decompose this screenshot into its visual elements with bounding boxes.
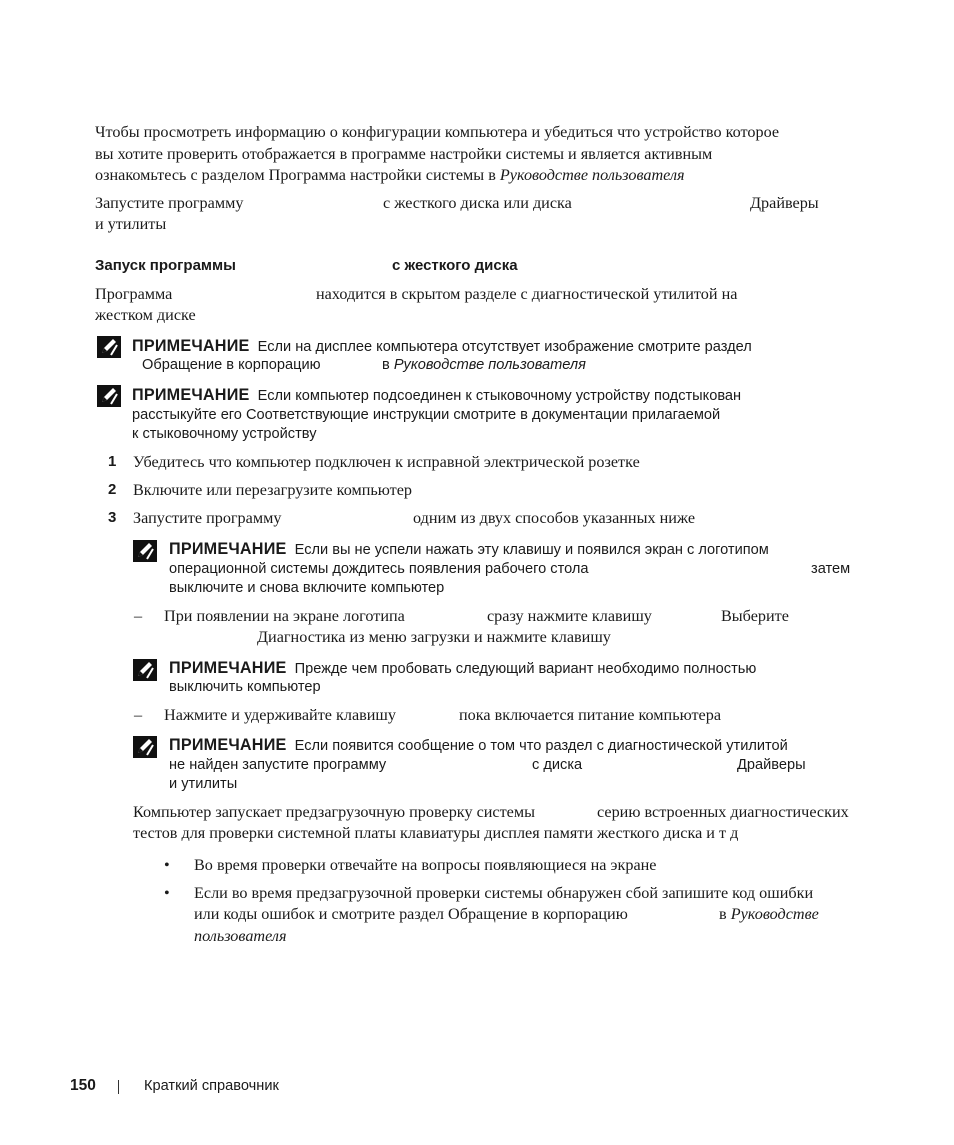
note-1-text: Если на дисплее компьютера отсутствует изображение смотрите раздел — [257, 339, 752, 355]
intro-line-1: Чтобы просмотреть информацию о конфигурации компьютера и убедиться что устройство которое — [95, 123, 780, 141]
bullet-2-mark: • — [164, 884, 170, 902]
bullet-2-line-1: Если во время предзагрузочной проверки системы обнаружен сбой запишите код ошибки — [194, 884, 814, 902]
dash-1-text-d: Диагностика из меню загрузки и нажмите клавишу — [257, 628, 611, 646]
run-para-a: Запустите программу — [95, 194, 244, 212]
note-3-text: Если вы не успели нажать эту клавишу и появился экран с логотипом — [294, 542, 769, 558]
note-1-label: ПРИМЕЧАНИЕ — [132, 337, 250, 355]
dash-1-text-b: сразу нажмите клавишу — [487, 607, 652, 625]
step-3-text-a: Запустите программу — [133, 509, 282, 527]
note-3-label: ПРИМЕЧАНИЕ — [169, 540, 287, 558]
note-pencil-icon — [97, 385, 121, 407]
note-1-line-2a: Обращение в корпорацию — [142, 357, 321, 373]
note-3-line-1 — [169, 540, 769, 561]
note-5-text: Если появится сообщение о том что раздел с диагностической утилитой — [294, 738, 788, 754]
step-3-number: 3 — [108, 509, 117, 526]
note-3-line-2b: затем — [811, 561, 851, 577]
note-1-in: в — [382, 357, 394, 373]
note-4-line-1 — [169, 659, 756, 680]
dash-1-text-a: При появлении на экране логотипа — [164, 607, 405, 625]
note-5-line-2b: с диска — [532, 757, 583, 773]
note-5-line-3: и утилиты — [169, 776, 238, 792]
bullet-2-line-2b — [719, 904, 819, 926]
psa-line-1b: серию встроенных диагностических — [597, 803, 849, 821]
program-para-a: Программа — [95, 285, 173, 303]
intro-line-2: вы хотите проверить отображается в программе настройки системы и является активным — [95, 145, 713, 163]
note-5-line-2a: не найден запустите программу — [169, 757, 387, 773]
note-1-line-1 — [132, 337, 752, 358]
step-1-number: 1 — [108, 453, 117, 470]
note-pencil-icon — [133, 659, 157, 681]
dash-1-text-c: Выберите — [721, 607, 789, 625]
intro-line-3-text: ознакомьтесь с разделом Программа настройки системы в — [95, 166, 500, 184]
program-para-b: находится в скрытом разделе с диагностической утилитой на — [316, 285, 738, 303]
bullet-2-guide-ref: Руководстве — [730, 905, 819, 923]
note-3-line-3: выключите и снова включите компьютер — [169, 580, 445, 596]
footer-title: Краткий справочник — [144, 1078, 279, 1094]
page-number: 150 — [70, 1077, 96, 1094]
dash-2-text-b: пока включается питание компьютера — [459, 706, 722, 724]
note-2-line-1 — [132, 386, 741, 407]
note-pencil-icon — [133, 540, 157, 562]
note-1-line-2b — [382, 356, 586, 376]
run-para-b: с жесткого диска или диска — [383, 194, 572, 212]
psa-line-2: тестов для проверки системной платы клавиатуры дисплея памяти жесткого диска и т д — [133, 824, 739, 842]
dash-2-text-a: Нажмите и удерживайте клавишу — [164, 706, 396, 724]
section-heading-b: с жесткого диска — [392, 257, 518, 274]
run-para-c: Драйверы — [750, 194, 819, 212]
step-3-text-b: одним из двух способов указанных ниже — [413, 509, 696, 527]
footer-separator — [118, 1080, 119, 1094]
note-1-guide-ref: Руководстве пользователя — [393, 357, 586, 373]
note-pencil-icon — [97, 336, 121, 358]
program-para-c: жестком диске — [95, 306, 196, 324]
bullet-1-text: Во время проверки отвечайте на вопросы появляющиеся на экране — [194, 856, 657, 874]
note-2-text: Если компьютер подсоединен к стыковочному устройству подстыкован — [257, 388, 742, 404]
note-5-line-2c: Драйверы — [737, 757, 806, 773]
psa-line-1a: Компьютер запускает предзагрузочную проверку системы — [133, 803, 535, 821]
bullet-2-in: в — [719, 905, 731, 923]
note-4-text: Прежде чем пробовать следующий вариант необходимо полностью — [294, 661, 757, 677]
note-3-line-2a: операционной системы дождитесь появления рабочего стола — [169, 561, 589, 577]
note-4-line-2: выключить компьютер — [169, 679, 321, 695]
note-pencil-icon — [133, 736, 157, 758]
note-5-label: ПРИМЕЧАНИЕ — [169, 736, 287, 754]
bullet-1-mark: • — [164, 856, 170, 874]
users-guide-ref: Руководстве пользователя — [499, 166, 685, 184]
bullet-2-line-3: пользователя — [194, 927, 287, 945]
note-2-line-3: к стыковочному устройству — [132, 426, 317, 442]
note-2-line-2: расстыкуйте его Соответствующие инструкции смотрите в документации прилагаемой — [132, 407, 721, 423]
dash-1-mark: – — [134, 607, 143, 625]
step-2-number: 2 — [108, 481, 117, 498]
note-4-label: ПРИМЕЧАНИЕ — [169, 659, 287, 677]
note-2-label: ПРИМЕЧАНИЕ — [132, 386, 250, 404]
intro-line-3 — [95, 165, 685, 187]
bullet-2-line-2a: или коды ошибок и смотрите раздел Обращение в корпорацию — [194, 905, 628, 923]
step-2-text: Включите или перезагрузите компьютер — [133, 481, 413, 499]
note-5-line-1 — [169, 736, 788, 757]
dash-2-mark: – — [134, 706, 143, 724]
step-1-text: Убедитесь что компьютер подключен к исправной электрической розетке — [133, 453, 640, 471]
section-heading-a: Запуск программы — [95, 257, 236, 274]
run-para-d: и утилиты — [95, 215, 167, 233]
